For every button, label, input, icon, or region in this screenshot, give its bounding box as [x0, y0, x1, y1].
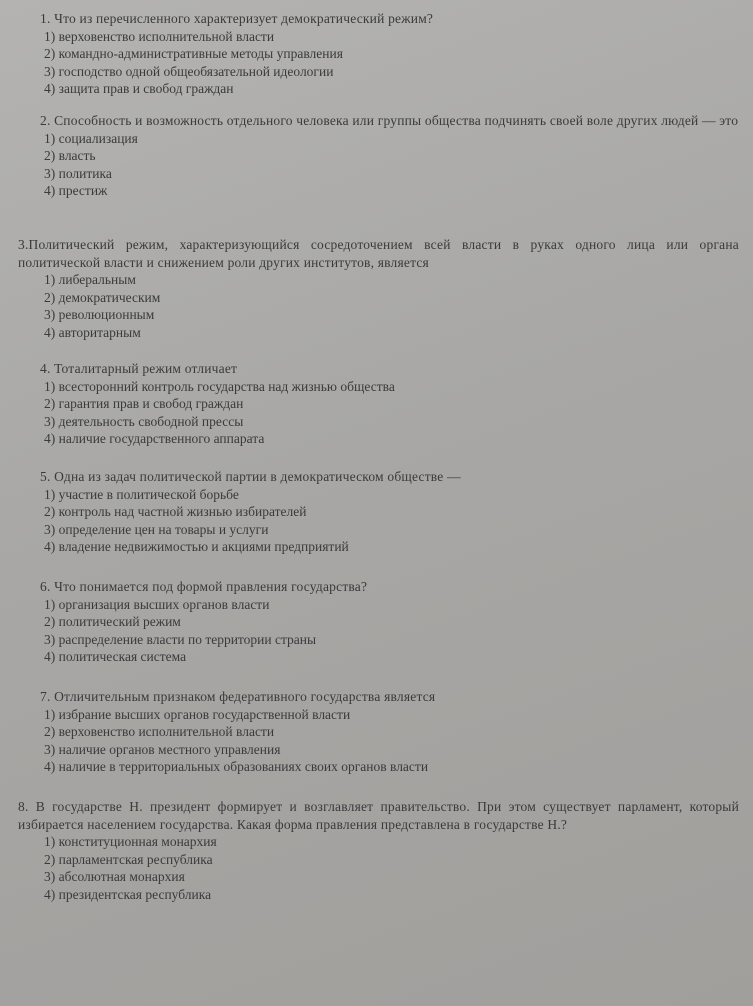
- answer-option: 4) защита прав и свобод граждан: [44, 81, 234, 96]
- question-text: 4. Тоталитарный режим отличает: [40, 361, 238, 376]
- answer-option: 2) парламентская республика: [44, 851, 213, 867]
- answer-options: [30, 130, 739, 200]
- question-4: [30, 360, 739, 448]
- answer-option: 2) политический режим: [44, 614, 181, 629]
- answer-option: 1) либеральным: [44, 272, 136, 287]
- answer-option: 3) распределение власти по территории страны: [44, 631, 317, 647]
- question-3: [18, 236, 739, 341]
- answer-option: 4) наличие государственного аппарата: [44, 431, 265, 446]
- question-1: [30, 10, 739, 98]
- answer-option: 4) наличие в территориальных образованиях своих органов власти: [44, 759, 429, 774]
- answer-option: 1) избрание высших органов государственной власти: [44, 706, 351, 722]
- answer-option: 3) господство одной общеобязательной идеологии: [44, 63, 334, 79]
- answer-option: 4) президентская республика: [44, 886, 212, 902]
- answer-option: 1) всесторонний контроль государства над жизнью общества: [44, 378, 395, 394]
- answer-option: 3) политика: [44, 165, 112, 181]
- question-7: [30, 688, 739, 776]
- answer-option: 1) верховенство исполнительной власти: [44, 28, 275, 44]
- question-text: 8. В государстве Н. президент формирует и возглавляет правительство. При этом существует парламент, который избирается населением государства. Какая форма правления представлена в государстве Н.?: [18, 799, 739, 832]
- question-text: 2. Способность и возможность отдельного человека или группы общества подчинять своей воле других людей — это: [40, 113, 739, 128]
- answer-option: 4) владение недвижимостью и акциями предприятий: [44, 539, 349, 554]
- answer-options: [30, 596, 739, 666]
- answer-options: [30, 28, 739, 98]
- answer-option: 1) конституционная монархия: [44, 834, 217, 849]
- question-text: 6. Что понимается под формой правления государства?: [40, 579, 368, 594]
- answer-option: 3) наличие органов местного управления: [44, 741, 281, 757]
- answer-option: 1) участие в политической борьбе: [44, 486, 239, 502]
- answer-option: 4) престиж: [44, 183, 108, 198]
- question-5: [30, 468, 739, 556]
- answer-option: 3) абсолютная монархия: [44, 869, 185, 884]
- answer-option: 3) деятельность свободной прессы: [44, 413, 244, 429]
- answer-option: 2) командно-административные методы управления: [44, 46, 343, 61]
- answer-option: 4) авторитарным: [44, 324, 141, 340]
- answer-option: 2) власть: [44, 148, 96, 163]
- question-text: 1. Что из перечисленного характеризует демократический режим?: [40, 11, 434, 26]
- answer-option: 3) определение цен на товары и услуги: [44, 521, 269, 537]
- question-text: 7. Отличительным признаком федеративного государства является: [40, 689, 436, 704]
- answer-option: 2) демократическим: [44, 289, 161, 305]
- answer-option: 3) революционным: [44, 307, 155, 322]
- answer-options: [30, 706, 739, 776]
- question-text: 5. Одна из задач политической партии в демократическом обществе —: [40, 469, 461, 484]
- answer-option: 4) политическая система: [44, 649, 187, 664]
- answer-option: 1) организация высших органов власти: [44, 596, 270, 612]
- question-8: [18, 798, 739, 903]
- question-text: 3.Политический режим, характеризующийся сосредоточением всей власти в руках одного лица или органа политической власти и снижением роли других институтов, является: [18, 237, 739, 270]
- answer-options: [30, 833, 739, 903]
- answer-option: 1) социализация: [44, 130, 138, 146]
- answer-options: [30, 378, 739, 448]
- answer-options: [30, 271, 739, 341]
- answer-option: 2) верховенство исполнительной власти: [44, 724, 275, 739]
- answer-option: 2) гарантия прав и свобод граждан: [44, 396, 244, 411]
- question-2: [30, 112, 739, 200]
- answer-option: 2) контроль над частной жизнью избирателей: [44, 504, 307, 519]
- question-6: [30, 578, 739, 666]
- answer-options: [30, 486, 739, 556]
